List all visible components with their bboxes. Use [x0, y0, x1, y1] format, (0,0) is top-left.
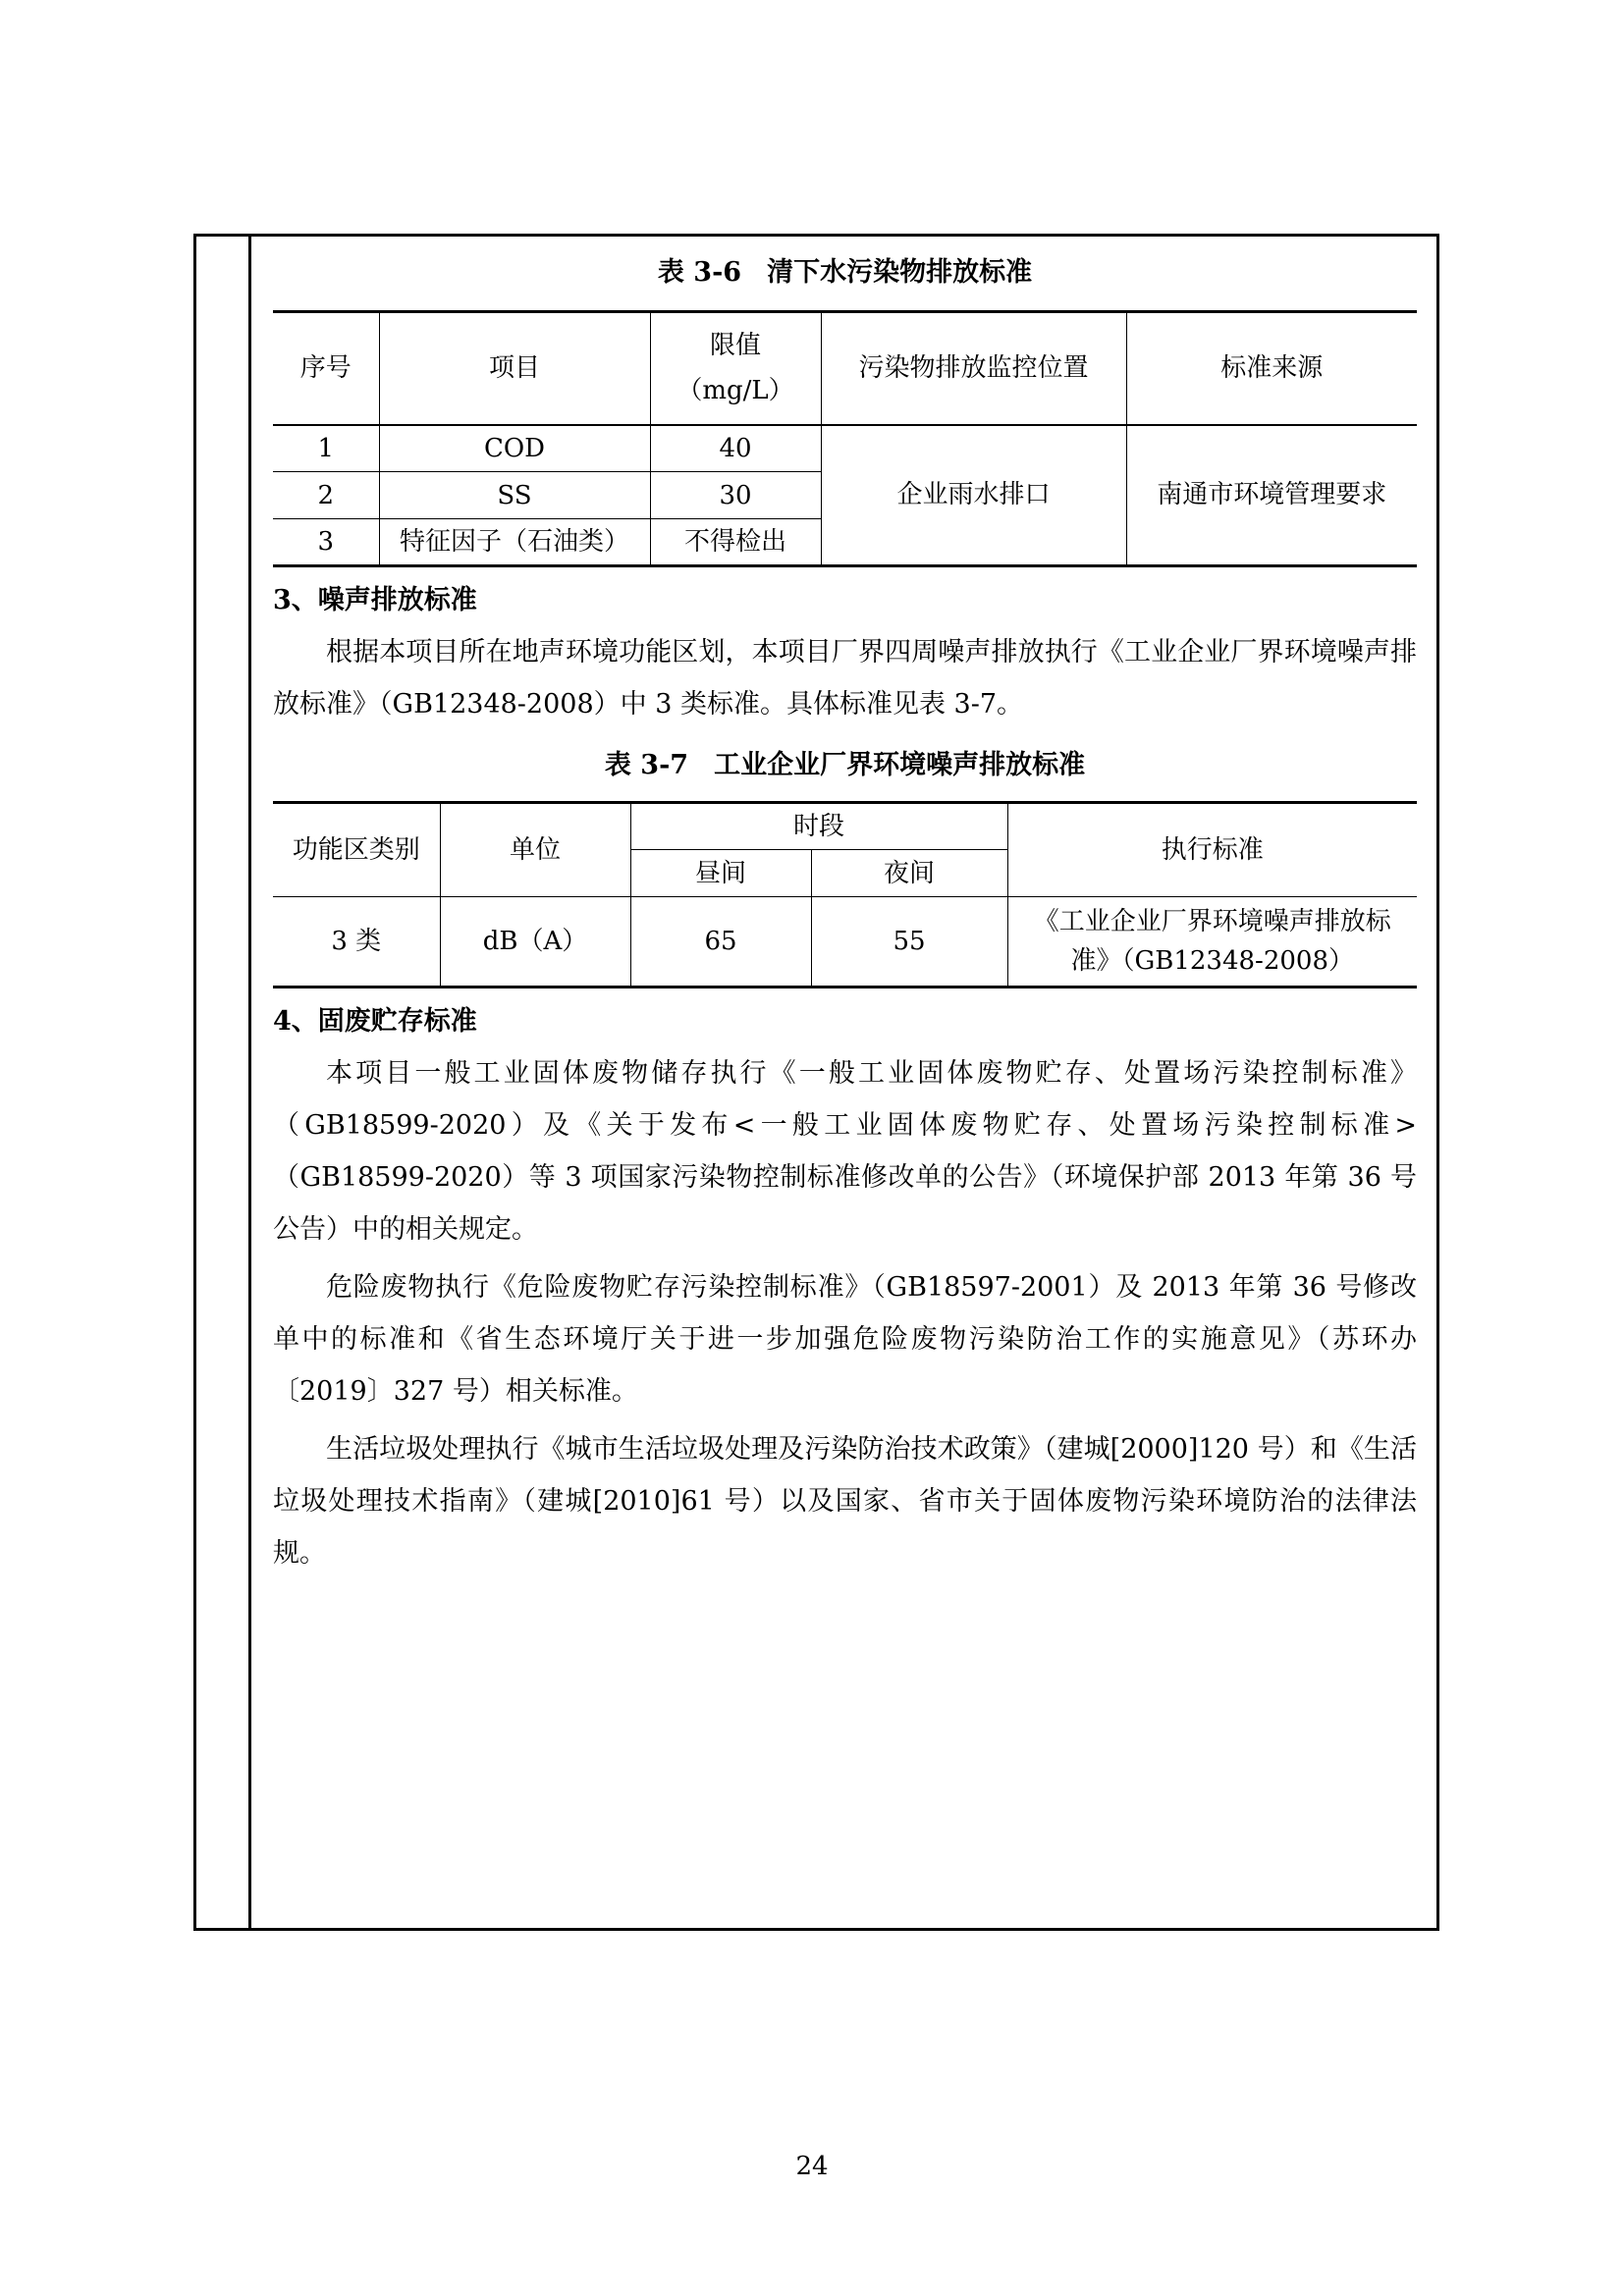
table-cell: 40	[650, 425, 821, 472]
section-3-paragraph: 根据本项目所在地声环境功能区划，本项目厂界四周噪声排放执行《工业企业厂界环境噪声排放标准》（GB12348-2008）中 3 类标准。具体标准见表 3-7。	[273, 637, 1417, 720]
header-limit-unit: （mg/L）	[677, 376, 794, 406]
table-3-6-caption	[273, 236, 1417, 310]
table-cell: 特征因子（石油类）	[379, 519, 650, 566]
table-3-7	[273, 801, 1417, 988]
table-cell: 2	[273, 472, 379, 519]
header-limit	[650, 312, 821, 425]
table-cell: 1	[273, 425, 379, 472]
left-column-divider	[248, 234, 251, 1931]
table-cell: 《工业企业厂界环境噪声排放标准》（GB12348-2008）	[1007, 897, 1417, 988]
header-standard: 执行标准	[1007, 803, 1417, 897]
table-cell: 30	[650, 472, 821, 519]
table-3-6-number: 表 3-6	[657, 257, 742, 288]
monitor-location-cell: 企业雨水排口	[821, 425, 1126, 566]
table-3-7-caption	[273, 730, 1417, 801]
standard-source-cell: 南通市环境管理要求	[1126, 425, 1417, 566]
table-3-6	[273, 310, 1417, 567]
header-day: 昼间	[630, 850, 811, 897]
header-period: 时段	[630, 803, 1007, 850]
page-number: 24	[795, 2152, 829, 2181]
table-3-7-title: 工业企业厂界环境噪声排放标准	[714, 750, 1086, 780]
table-cell: 3 类	[273, 897, 440, 988]
header-unit: 单位	[440, 803, 630, 897]
table-cell: SS	[379, 472, 650, 519]
table-3-6-title: 清下水污染物排放标准	[767, 257, 1033, 288]
table-cell: COD	[379, 425, 650, 472]
header-zone: 功能区类别	[273, 803, 440, 897]
content-area	[273, 236, 1417, 1579]
section-3-heading: 3、噪声排放标准	[273, 585, 477, 615]
header-item: 项目	[379, 312, 650, 425]
table-cell: 65	[630, 897, 811, 988]
table-cell: 55	[811, 897, 1007, 988]
section-4-paragraph-1: 本项目一般工业固体废物储存执行《一般工业固体废物贮存、处置场污染控制标准》（GB18599-2020）及《关于发布<一般工业固体废物贮存、处置场污染控制标准>（GB18599-2020）等 3 项国家污染物控制标准修改单的公告》（环境保护部 2013 年第 36 号公告）中的相关规定。	[273, 1058, 1417, 1245]
section-4-heading: 4、固废贮存标准	[273, 1006, 477, 1037]
header-no: 序号	[273, 312, 379, 425]
header-limit-label: 限值	[709, 331, 761, 361]
table-3-7-number: 表 3-7	[604, 750, 689, 780]
table-cell: 不得检出	[650, 519, 821, 566]
header-night: 夜间	[811, 850, 1007, 897]
table-cell: 3	[273, 519, 379, 566]
section-4-paragraph-3: 生活垃圾处理执行《城市生活垃圾处理及污染防治技术政策》（建城[2000]120 号）和《生活垃圾处理技术指南》（建城[2010]61 号）以及国家、省市关于固体废物污染环境防治的法律法规。	[273, 1434, 1417, 1569]
header-location: 污染物排放监控位置	[821, 312, 1126, 425]
header-source: 标准来源	[1126, 312, 1417, 425]
section-4-paragraph-2: 危险废物执行《危险废物贮存污染控制标准》（GB18597-2001）及 2013 年第 36 号修改单中的标准和《省生态环境厅关于进一步加强危险废物污染防治工作的实施意见》（苏环办〔2019〕327 号）相关标准。	[273, 1272, 1417, 1407]
table-cell: dB（A）	[440, 897, 630, 988]
